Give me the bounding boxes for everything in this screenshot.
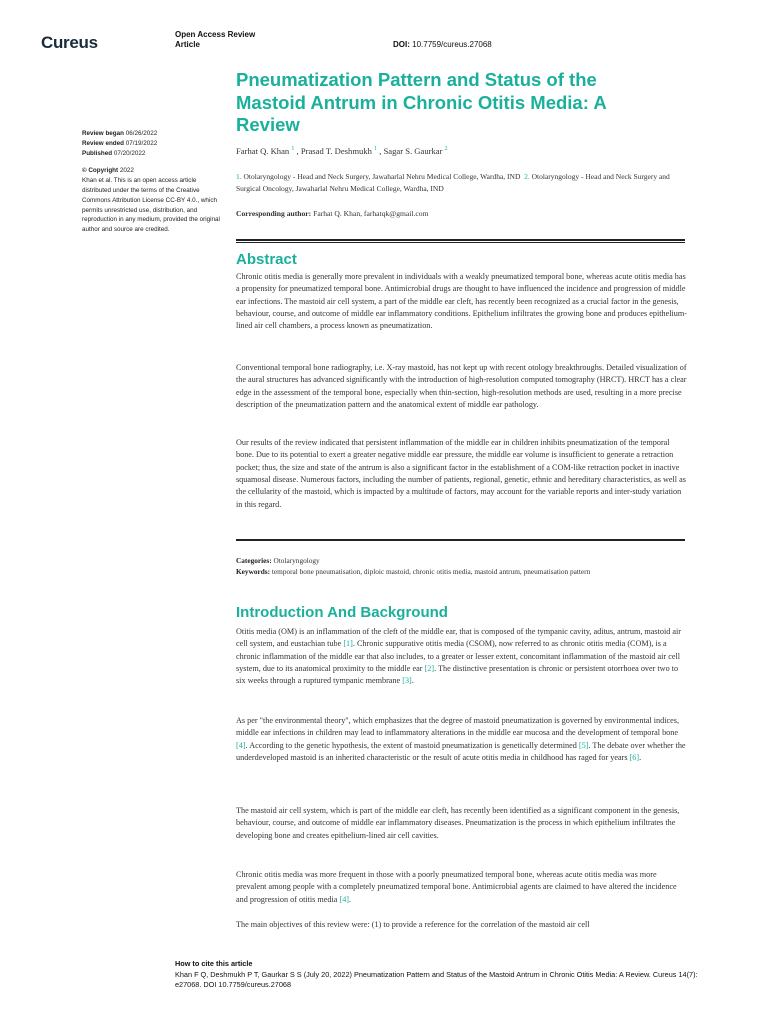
categories	[236, 556, 688, 567]
affiliation-text: Otolaryngology - Head and Neck Surgery, Jawaharlal Nehru Medical College, Wardha, IND	[243, 172, 521, 181]
section-divider	[236, 239, 685, 243]
abstract-paragraph: Our results of the review indicated that persistent inflammation of the middle ear in children inhibits pneumatization of the temporal bone. Due to its potential to exert a greater negative middle ear pressure, the middle ear volume is insufficient to generate a retraction pocket; thus, the size and state of the antrum is also a significant factor in the establishment of a COM-like retraction pocket in inactive squamosal disease. Numerous factors, including the number of patients, regional, genetic, ethnic and hereditary characteristics, as well as the cellularity of the mastoid, which is impacted by a multitude of factors, may account for the variable reports and inter-study variation in this regard.	[236, 438, 686, 509]
abstract-paragraph: Chronic otitis media is generally more prevalent in individuals with a weakly pneumatized temporal bone, whereas acute otitis media has a propensity for pneumatized temporal bone. Antimicrobial drugs are thought to have influenced the incidence and progression of middle ear infections. The mastoid air cell system, a part of the middle ear cleft, has recently been recognized as a crucial factor in the genesis, behaviour, course, and outcome of middle ear inflammatory conditions. Epithelium infiltrates the growing bone and produces epithelium-lined air cell chambers, a process known as pneumatization.	[236, 272, 687, 331]
intro-paragraph: Chronic otitis media was more frequent in those with a poorly pneumatized temporal bone, whereas acute otitis media was more prevalent among people with a completely pneumatized temporal bone. Antimicrobial agents are claimed to have altered the incidence and progression of otitis media [4].	[236, 870, 677, 904]
citation-text: Khan F Q, Deshmukh P T, Gaurkar S S (July 20, 2022) Pneumatization Pattern and Status of the Mastoid Antrum in Chronic Otitis Media: A Review. Cureus 14(7): e27068. DOI 10.7759/cureus.27068	[175, 969, 698, 990]
published	[82, 149, 222, 159]
article-type-line2: Article	[175, 40, 200, 49]
author-name[interactable]: , Prasad T. Deshmukh	[296, 146, 372, 156]
corresponding-author-value[interactable]: Farhat Q. Khan, farhatqk@gmail.com	[313, 209, 429, 218]
abstract-heading: Abstract	[236, 251, 297, 268]
doi	[393, 40, 492, 49]
keywords-label: Keywords:	[236, 566, 271, 576]
doi-value: 10.7759/cureus.27068	[412, 40, 492, 49]
keywords	[236, 567, 688, 578]
reference-link[interactable]: [6]	[629, 753, 640, 763]
review-began-label: Review began	[82, 130, 124, 137]
article-type	[175, 30, 255, 50]
author-affiliation-mark[interactable]: 1	[291, 146, 295, 152]
author-affiliation-mark[interactable]: 2	[444, 146, 448, 152]
affiliation-number: 2.	[524, 172, 530, 181]
citation-label: How to cite this article	[175, 959, 253, 968]
author-name[interactable]: Farhat Q. Khan	[236, 146, 290, 156]
corresponding-author	[236, 209, 428, 218]
article-title: Pneumatization Pattern and Status of the Mastoid Antrum in Chronic Otitis Media: A Review	[236, 69, 606, 135]
citation-footer	[175, 959, 720, 991]
review-ended	[82, 139, 222, 149]
keywords-value: temporal bone pneumatisation, diploic mastoid, chronic otitis media, mastoid antrum, pneumatisation pattern	[271, 566, 591, 576]
copyright	[82, 166, 222, 176]
section-divider	[236, 539, 685, 541]
article-type-line1: Open Access Review	[175, 30, 256, 39]
intro-paragraph: As per "the environmental theory", which emphasizes that the degree of mastoid pneumatization is governed by environmental indices, middle ear infections in children may lead to inflammatory alterations in the middle ear mucosa and the development of temporal bone [4]. According to the genetic hypothesis, the extent of mastoid pneumatization is genetically determined [5]. The debate over whether the underdeveloped mastoid is an inherited characteristic or the result of acute otitis media in childhood has raged for years [6].	[236, 716, 686, 763]
license-text: Khan et al. This is an open access article distributed under the terms of the Creative Commons Attribution License CC-BY 4.0., which permits unrestricted use, distribution, and reproduction in any medium, provided the original author and source are credited.	[82, 177, 220, 234]
categories-value[interactable]: Otolaryngology	[273, 556, 320, 565]
affiliations	[236, 171, 688, 194]
introduction-heading: Introduction And Background	[236, 604, 448, 621]
reference-link[interactable]: [4]	[339, 894, 350, 904]
reference-link[interactable]: [5]	[578, 740, 589, 750]
review-began	[82, 129, 222, 139]
abstract-paragraph: Conventional temporal bone radiography, i.e. X-ray mastoid, has not kept up with recent otology breakthroughs. Detailed visualization of the aural structures has advanced significantly with the introduction of high-resolution computed tomography (HRCT). HRCT has a clear edge in the assessment of the temporal bone, especially when thin-section, high-resolution methods are used, resulting in a more precise description of the pneumatization pattern and the anatomical extent of middle ear pathology.	[236, 363, 687, 410]
corresponding-author-label: Corresponding author:	[236, 209, 312, 218]
reference-link[interactable]: [1]	[343, 639, 353, 649]
author-affiliation-mark[interactable]: 1	[374, 146, 378, 152]
intro-paragraph: The main objectives of this review were: (1) to provide a reference for the correlation of the mastoid air cell	[236, 920, 590, 929]
published-date: 07/20/2022	[113, 149, 146, 157]
journal-logo: Cureus	[41, 33, 98, 52]
review-ended-label: Review ended	[82, 139, 124, 147]
published-label: Published	[82, 149, 113, 157]
copyright-year: 2022	[119, 167, 134, 175]
copyright-label: © Copyright	[82, 167, 119, 175]
affiliation-number: 1.	[236, 172, 242, 181]
sidebar-info	[82, 129, 222, 235]
doi-label: DOI:	[393, 40, 410, 49]
author-list	[236, 146, 448, 156]
affiliation-text: Otolaryngology - Head and Neck Surgery and Surgical Oncology, Jawaharlal Nehru Medical College, Wardha, IND	[236, 172, 670, 193]
reference-link[interactable]: [3]	[402, 676, 412, 686]
intro-paragraph: Otitis media (OM) is an inflammation of the cleft of the middle ear, that is composed of the tympanic cavity, aditus, antrum, mastoid air cell system, and eustachian tube [1]. Chronic suppurative otitis media (CSOM), now referred to as chronic otitis media (COM), is a chronic inflammation of the middle ear that also includes, to a greater or lesser extent, concomitant inflammation of the mastoid air cell system, due to its anatomical proximity to the middle ear [2]. The distinctive presentation is chronic or persistent otorrhoea over two to six weeks through a ruptured tympanic membrane [3].	[236, 627, 682, 686]
intro-paragraph: The mastoid air cell system, which is part of the middle ear cleft, has recently been identified as a significant component in the genesis, behaviour, course, and outcome of middle ear inflammatory diseases. Pneumatization is the process in which epithelium infiltrates the developing bone and creates epithelium-lined air cell cavities.	[236, 806, 680, 840]
categories-label: Categories:	[236, 556, 272, 565]
review-ended-date: 07/19/2022	[125, 139, 158, 147]
reference-link[interactable]: [4]	[236, 740, 246, 750]
article-metadata	[236, 556, 688, 578]
author-name[interactable]: , Sagar S. Gaurkar	[379, 146, 443, 156]
reference-link[interactable]: [2]	[424, 664, 435, 674]
review-began-date: 06/26/2022	[125, 130, 158, 137]
